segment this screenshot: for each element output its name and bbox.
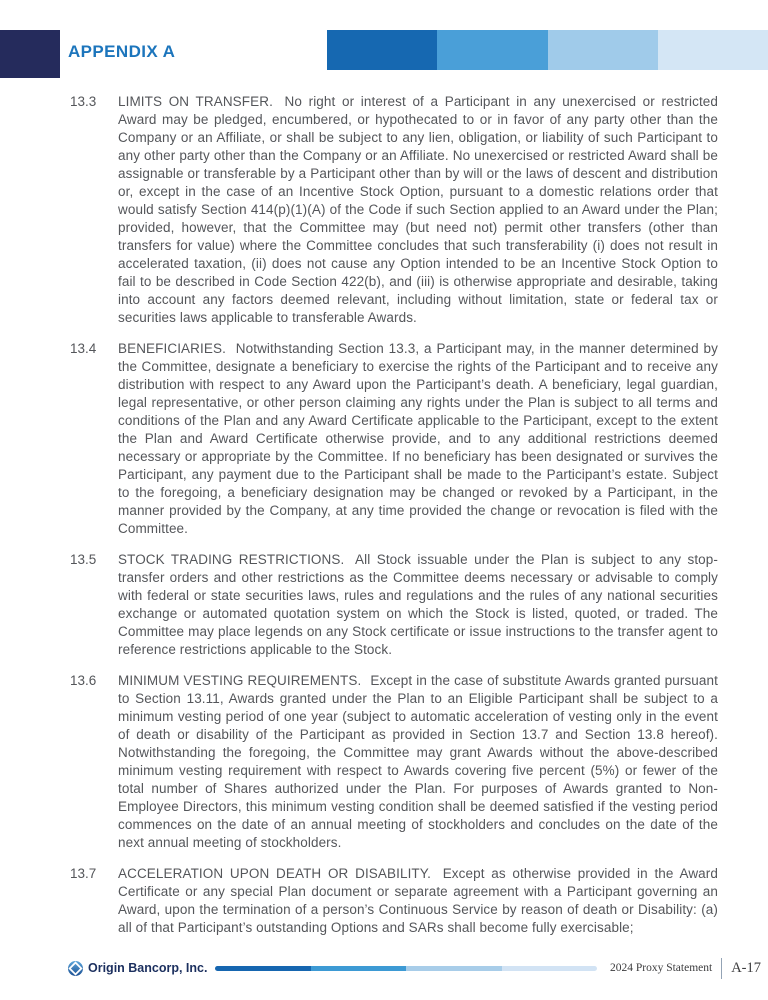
section-body-text: Notwithstanding Section 13.3, a Participant may, in the manner determined by the Committee, designate a beneficiary to exercise the rights of the Participant and to receive any distribution with respect to any Award upon the Participant’s death. A beneficiary, legal guardian, legal representative, or other person claiming any rights under the Plan is subject to all terms and conditions of the Plan and any Award Certificate applicable to the Participant, except to the extent the Plan and Award Certificate otherwise provide, and to any additional restrictions deemed necessary or appropriate by the Committee. If no beneficiary has been designated or survives the Participant, any payment due to the Participant shall be made to the Participant’s estate. Subject to the foregoing, a beneficiary designation may be changed or revoked by a Participant, in the manner provided by the Company, at any time provided the change or revocation is filed with the Committee.: [118, 341, 719, 536]
accent-segment-3: [548, 30, 658, 70]
page-title: APPENDIX A: [68, 42, 176, 61]
section-number: 13.6: [70, 673, 97, 688]
section-paragraph: [118, 340, 718, 538]
section-number: 13.4: [70, 341, 97, 356]
section-number: 13.3: [70, 94, 97, 109]
accent-segment-2: [437, 30, 547, 70]
section-heading: STOCK TRADING RESTRICTIONS.: [118, 552, 345, 567]
section-body-text: Except as otherwise provided in the Award Certificate or any special Plan document or separate agreement with a Participant governing an Award, upon the termination of a person’s Continuous Service by reason of death or Disability: (a) all of that Participant’s outstanding Options and SARs shall become fully exercisable;: [118, 866, 718, 935]
document-body: [70, 93, 718, 950]
section-heading: MINIMUM VESTING REQUIREMENTS.: [118, 673, 362, 688]
section-paragraph: [118, 865, 718, 937]
header-navy-block: [0, 30, 60, 78]
section-13-5: [70, 551, 718, 659]
footer-accent-segment-1: [215, 966, 310, 971]
footer-accent-segment-3: [406, 966, 501, 971]
footer-accent-bar: [215, 966, 597, 971]
header-accent-bar: [327, 30, 768, 70]
section-heading: BENEFICIARIES.: [118, 341, 226, 356]
section-body-text: No right or interest of a Participant in any unexercised or restricted Award may be pledged, encumbered, or hypothecated to or in favor of any party other than the Company or an Affiliate, or shall be subject to any lien, obligation, or liability of such Participant to any other party other than the Company or an Affiliate. No unexercised or restricted Award shall be assignable or transferable by a Participant other than by will or the laws of descent and distribution or, except in the case of an Incentive Stock Option, pursuant to a domestic relations order that would satisfy Section 414(p)(1)(A) of the Code if such Section applied to an Award under the Plan; provided, however, that the Committee may (but need not) permit other transfers (other than transfers for value) where the Committee concludes that such transferability (i) does not result in accelerated taxation, (ii) does not cause any Option intended to be an Incentive Stock Option to fail to be described in Code Section 422(b), and (iii) is otherwise appropriate and desirable, taking into account any factors deemed relevant, including without limitation, state or federal tax or securities laws applicable to transferable Awards.: [118, 94, 719, 325]
section-paragraph: [118, 551, 718, 659]
section-13-6: [70, 672, 718, 852]
section-body-text: Except in the case of substitute Awards granted pursuant to Section 13.11, Awards granted under the Plan to an Eligible Participant shall be subject to a minimum vesting period of one year (subject to automatic acceleration of vesting only in the event of death or disability of the Participant as provided in Section 13.7 and Section 13.8 hereof). Notwithstanding the foregoing, the Committee may grant Awards without the above-described minimum vesting requirement with respect to Awards covering five percent (5%) or fewer of the total number of Shares authorized under the Plan. For purposes of Awards granted to Non-Employee Directors, this minimum vesting condition shall be deemed satisfied if the vesting period commences on the date of an annual meeting of stockholders and concludes on the date of the next annual meeting of stockholders.: [118, 673, 718, 850]
origin-bancorp-logo-icon: [68, 961, 83, 976]
accent-segment-4: [658, 30, 768, 70]
section-13-7: [70, 865, 718, 937]
section-paragraph: [118, 93, 718, 327]
footer-page-number: A-17: [731, 959, 761, 976]
footer-accent-segment-2: [311, 966, 406, 971]
section-heading: LIMITS ON TRANSFER.: [118, 94, 273, 109]
footer-accent-segment-4: [502, 966, 597, 971]
section-body-text: All Stock issuable under the Plan is subject to any stop-transfer orders and other restrictions as the Committee deems necessary or advisable to comply with federal or state securities laws, rules and regulations and the rules of any national securities exchange or automated quotation system on which the Stock is listed, quoted, or traded. The Committee may place legends on any Stock certificate or issue instructions to the transfer agent to reference restrictions applicable to the Stock.: [118, 552, 718, 657]
footer-document-title: 2024 Proxy Statement: [609, 962, 713, 974]
section-paragraph: [118, 672, 718, 852]
section-13-4: [70, 340, 718, 538]
footer-company-name: Origin Bancorp, Inc.: [88, 961, 208, 975]
accent-segment-1: [327, 30, 437, 70]
section-number: 13.7: [70, 866, 97, 881]
section-13-3: [70, 93, 718, 327]
section-heading: ACCELERATION UPON DEATH OR DISABILITY.: [118, 866, 431, 881]
section-number: 13.5: [70, 552, 97, 567]
page-footer: [68, 954, 761, 982]
footer-divider: [721, 958, 722, 979]
